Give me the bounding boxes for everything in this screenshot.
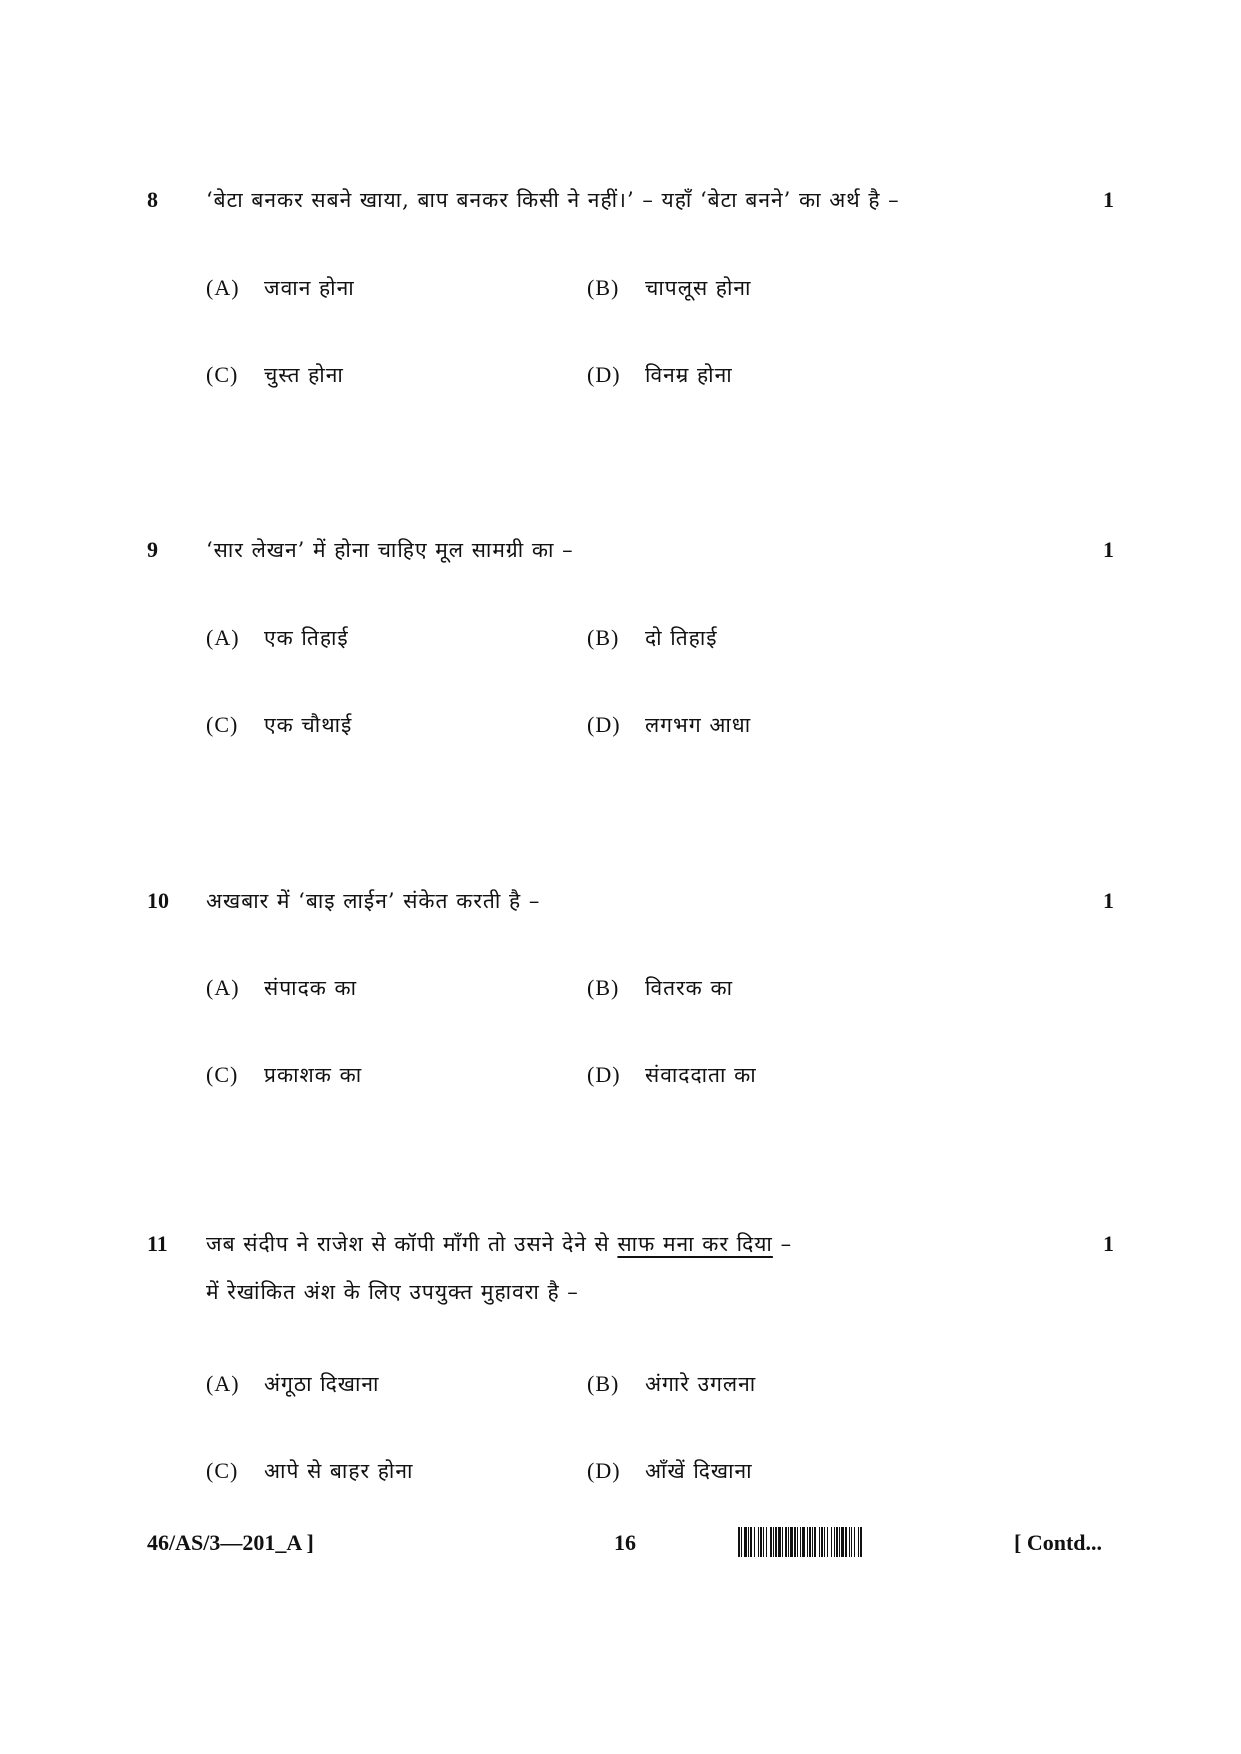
page-number: 16	[614, 1530, 636, 1555]
option-letter: (B)	[587, 275, 620, 300]
option-text: विनम्र होना	[645, 363, 733, 387]
option-letter: (A)	[206, 625, 240, 650]
underlined-phrase: साफ मना कर दिया	[617, 1232, 773, 1256]
contd-label: [ Contd...	[1014, 1530, 1103, 1555]
option-c	[206, 361, 344, 389]
question-marks: 1	[1103, 1231, 1114, 1256]
question-text-before: जब संदीप ने राजेश से कॉपी माँगी तो उसने देने से	[206, 1232, 610, 1256]
option-b	[587, 274, 752, 302]
question-number: 11	[147, 1231, 168, 1256]
option-text: चापलूस होना	[645, 276, 752, 300]
option-letter: (D)	[587, 1458, 621, 1483]
option-text: चुस्त होना	[264, 363, 344, 387]
option-d	[587, 711, 751, 739]
question-number: 10	[147, 888, 169, 913]
option-text: प्रकाशक का	[264, 1063, 363, 1087]
question-number: 9	[147, 537, 158, 562]
option-a	[206, 1370, 379, 1398]
option-letter: (B)	[587, 625, 620, 650]
option-d	[587, 1457, 753, 1485]
option-text: आपे से बाहर होना	[264, 1459, 414, 1483]
question-text: ‘बेटा बनकर सबने खाया, बाप बनकर किसी ने नहीं।’ – यहाँ ‘बेटा बनने’ का अर्थ है –	[206, 188, 900, 212]
option-b	[587, 1370, 756, 1398]
question-text: अखबार में ‘बाइ लाईन’ संकेत करती है –	[206, 889, 541, 913]
option-letter: (C)	[206, 1458, 239, 1483]
option-text: दो तिहाई	[645, 626, 718, 650]
option-d	[587, 1061, 757, 1089]
option-c	[206, 1061, 362, 1089]
question-number: 8	[147, 187, 158, 212]
option-letter: (A)	[206, 1371, 240, 1396]
option-c	[206, 1457, 413, 1485]
paper-code: 46/AS/3—201_A ]	[147, 1530, 314, 1555]
option-text: अंगूठा दिखाना	[264, 1372, 380, 1396]
option-text: लगभग आधा	[645, 713, 752, 737]
question-marks: 1	[1103, 888, 1114, 913]
option-text: एक चौथाई	[264, 713, 353, 737]
option-text: आँखें दिखाना	[645, 1459, 753, 1483]
option-letter: (B)	[587, 1371, 620, 1396]
option-letter: (D)	[587, 1062, 621, 1087]
option-text: संपादक का	[264, 976, 358, 1000]
option-letter: (D)	[587, 362, 621, 387]
option-a	[206, 274, 355, 302]
question-marks: 1	[1103, 187, 1114, 212]
option-b	[587, 624, 718, 652]
option-b	[587, 974, 733, 1002]
option-c	[206, 711, 352, 739]
question-text-after: –	[780, 1232, 793, 1256]
option-text: संवाददाता का	[645, 1063, 757, 1087]
option-letter: (C)	[206, 362, 239, 387]
option-text: जवान होना	[264, 276, 355, 300]
option-letter: (B)	[587, 975, 620, 1000]
question-text	[206, 1230, 792, 1258]
option-letter: (A)	[206, 975, 240, 1000]
option-d	[587, 361, 733, 389]
option-a	[206, 624, 349, 652]
question-text: ‘सार लेखन’ में होना चाहिए मूल सामग्री का –	[206, 538, 574, 562]
option-letter: (C)	[206, 1062, 239, 1087]
option-text: एक तिहाई	[264, 626, 349, 650]
question-marks: 1	[1103, 537, 1114, 562]
option-text: वितरक का	[645, 976, 734, 1000]
option-letter: (A)	[206, 275, 240, 300]
barcode-stripe	[862, 1527, 863, 1557]
option-text: अंगारे उगलना	[645, 1372, 757, 1396]
question-text-line2: में रेखांकित अंश के लिए उपयुक्त मुहावरा है –	[206, 1280, 579, 1304]
option-a	[206, 974, 357, 1002]
option-letter: (D)	[587, 712, 621, 737]
option-letter: (C)	[206, 712, 239, 737]
barcode-icon	[738, 1527, 1000, 1557]
